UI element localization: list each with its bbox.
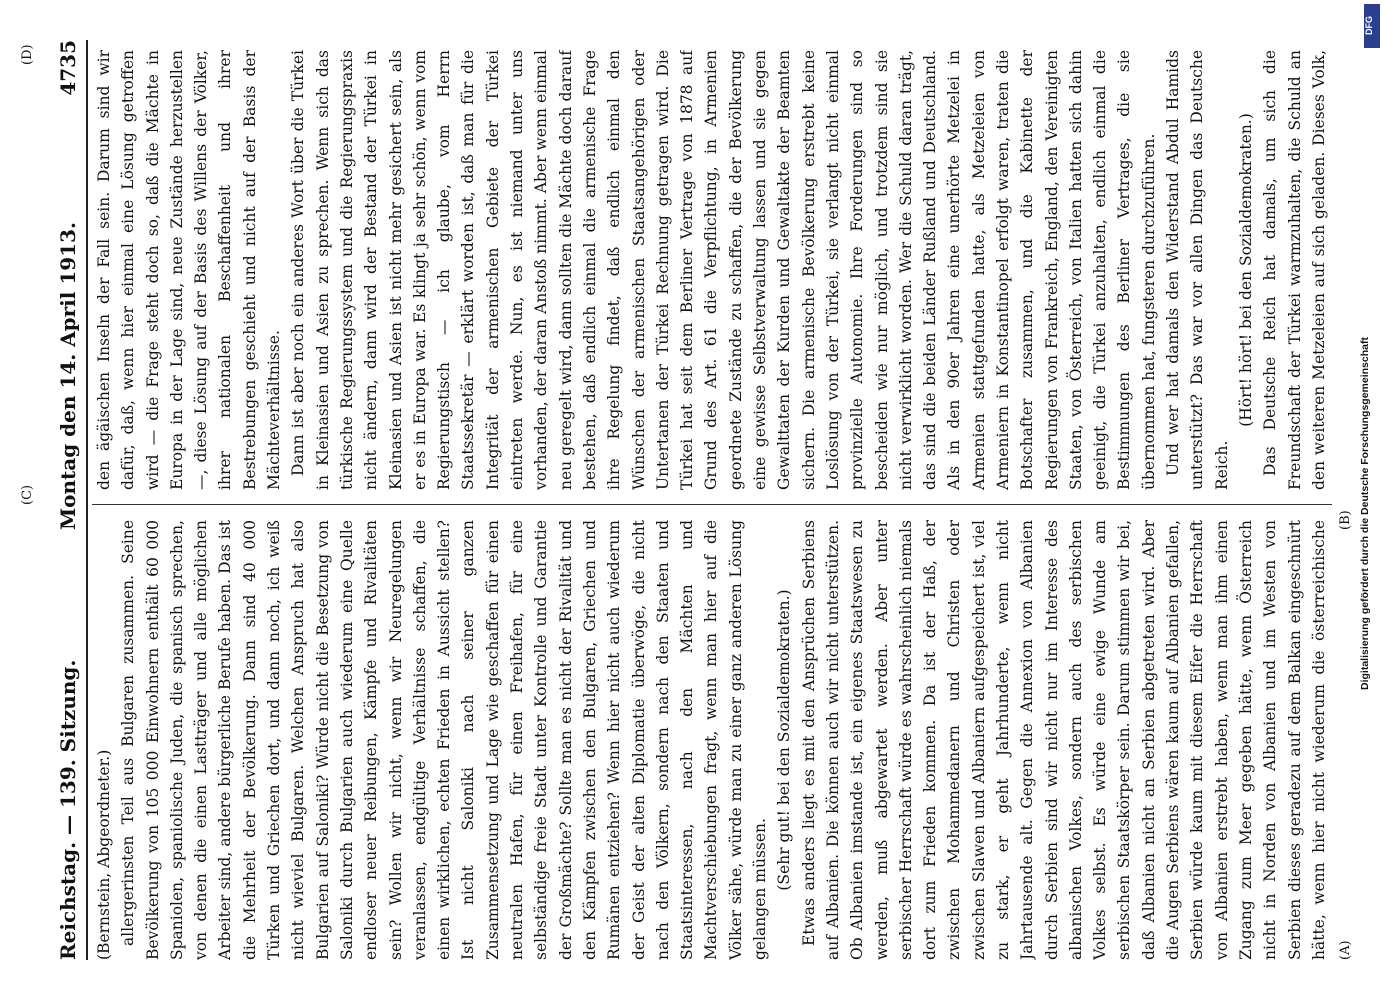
text-column-right xyxy=(92,50,1332,490)
dfg-logo: DFG xyxy=(1364,4,1380,48)
paragraph: Das Deutsche Reich hat damals, um sich die Freundschaft der Türkei warmzuhalten, die Schuld an den weiteren Metzeleien auf sich geladen. Dieses Volk, xyxy=(1261,50,1328,490)
interjection: (Hört! hört! bei den Sozialdemokraten.) xyxy=(1236,113,1255,427)
margin-mark-d: (D) xyxy=(20,44,35,65)
digitization-note: Digitalisierung gefördert durch die Deutsche Forschungsgemeinschaft xyxy=(1359,337,1371,690)
page-header xyxy=(50,40,86,960)
speaker-line: (Bernstein, Abgeordneter.) xyxy=(95,749,113,960)
rotated-newspaper-page xyxy=(20,40,1353,960)
header-session: Reichstag. — 139. Sitzung. xyxy=(56,659,80,960)
margin-mark-b: (B) xyxy=(1338,510,1353,530)
page-number: 4735 xyxy=(56,40,80,96)
interjection: (Sehr gut! bei den Sozialdemokraten.) xyxy=(775,589,794,891)
paragraph: Und wer hat damals den Widerstand Abdul Hamids unterstützt? Das war vor allen Dingen das Deutsche Reich. xyxy=(1164,50,1231,490)
margin-mark-c: (C) xyxy=(20,484,35,505)
header-rule xyxy=(86,40,88,960)
paragraph: allergerinsten Teil aus Bulgaren zusammen. Seine Bevölkerung von 105 000 Einwohnern enthält 60 000 Spaniolen, spaniolische Juden, die spanisch sprechen, von denen die einen Lastträger und alle möglichen Arbeiter sind, andere bürgerliche Berufe haben. Das ist die Mehrheit der Bevölkerung. Dann sind 40 000 Türken und Griechen dort, und dann noch, ich weiß nicht wieviel Bulgaren. Welchen Anspruch hat also Bulgarien auf Saloniki? Würde nicht die Besetzung von Saloniki durch Bulgarien auch wiederum eine Quelle endloser neuer Reibungen, Kämpfe und Rivalitäten sein? Wollen wir nicht, wenn wir Neuregelungen veranlassen, endgültige Verhältnisse schaffen, die einen wirklichen, echten Frieden in Aussicht stellen? Ist nicht Saloniki nach seiner ganzen Zusammensetzung und Lage wie geschaffen für einen neutralen Hafen, für einen Freihafen, für eine selbständige freie Stadt unter Kontrolle und Garantie der Großmächte? Sollte man es nicht der Rivalität und den Kämpfen zwischen den Bulgaren, Griechen und Rumänen entziehen? Wenn hier nicht auch wiederum der Geist der alten Diplomatie überwöge, die nicht nach den Völkern, sondern nach den Staaten und Staatsinteressen, nach den Mächten und Machtverschiebungen fragt, wenn man hier auf die Völker sähe, würde man zu einer ganz anderen Lösung gelangen müssen. xyxy=(119,520,770,960)
margin-mark-a: (A) xyxy=(1338,940,1353,960)
paragraph: den ägäischen Inseln der Fall sein. Darum sind wir dafür, daß, wenn hier einmal eine Lösung getroffen wird — die Frage steht doch so, daß die Mächte in Europa in der Lage sind, neue Zustände herzustellen —, diese Lösung auf der Basis des Willens der Völker, ihrer nationalen Beschaffenheit und ihrer Bestrebungen geschieht und nicht auf der Basis der Mächteverhältnisse. xyxy=(95,50,284,490)
text-column-left xyxy=(92,520,1332,960)
header-date: Montag den 14. April 1913. xyxy=(56,222,80,530)
paragraph: Dann ist aber noch ein anderes Wort über die Türkei in Kleinasien und Asien zu sprechen. Wenn sich das türkische Regierungssystem und die Regierungspraxis nicht ändern, dann wird der Bestand der Türkei in Kleinasien und Asien ist nicht mehr gesichert sein, als er es in Europa war. Es klingt ja sehr schön, wenn vom Regierungstisch — ich glaube, vom Herrn Staatssekretär — erklärt worden ist, daß man für die Integrität der armenischen Gebiete der Türkei eintreten werde. Nun, es ist niemand unter uns vorhanden, der daran Anstoß nimmt. Aber wenn einmal neu geregelt wird, dann sollten die Mächte doch darauf bestehen, daß endlich einmal die armenische Frage ihre Regelung findet, daß endlich einmal den Wünschen der armenischen Staatsangehörigen oder Untertanen der Türkei Rechnung getragen wird. Die Türkei hat seit dem Berliner Vertrage von 1878 auf Grund des Art. 61 die Verpflichtung, in Armenien geordnete Zustände zu schaffen, die der Bevölkerung eine gewisse Selbstverwaltung lassen und sie gegen Gewalttaten der Kurden und Gewaltakte der Beamten sichern. Die armenische Bevölkerung erstrebt keine Loslösung von der Türkei, sie verlangt nicht einmal provinzielle Autonomie. Ihre Forderungen sind so bescheiden wie nur möglich, und trotzdem sind sie nicht verwirklicht worden. Wer die Schuld daran trägt, das sind die beiden Länder Rußland und Deutschland. Als in den 90er Jahren eine unerhörte Metzelei in Armenien stattgefunden hatte, als Metzeleien von Armeniern in Konstantinopel erfolgt waren, traten die Botschafter zusammen, und die Kabinette der Regierungen von Frankreich, England, den Vereinigten Staaten, von Österreich, von Italien hatten sich dahin geeinigt, die Türkei anzuhalten, endlich einmal die Bestimmungen des Berliner Vertrages, die sie übernommen hat, fungsteren durchzuführen. xyxy=(289,50,1158,490)
paragraph: Etwas anders liegt es mit den Ansprüchen Serbiens auf Albanien. Die können auch wir nicht unterstützen. Ob Albanien imstande ist, ein eigenes Staatswesen zu werden, muß abgewartet werden. Aber unter serbischer Herrschaft würde es wahrscheinlich niemals dort zum Frieden kommen. Da ist der Haß, der zwischen Mohammedanern und Christen oder zwischen Slawen und Albaniern aufgespeichert ist, viel zu stark, er geht Jahrhunderte, wenn nicht Jahrtausende alt. Gegen die Annexion von Albanien durch Serbien sind wir nicht nur im Interesse des albanischen Volkes, sondern auch des serbischen Volkes selbst. Es würde eine ewige Wunde am serbischen Staatskörper sein. Darum stimmen wir bei, daß Albanien nicht an Serbien abgetreten wird. Aber die Augen Serbiens wären kaum auf Albanien gefallen, Serbien würde kaum mit diesem Eifer die Herrschaft von Albanien erstrebt haben, wenn man ihm einen Zugang zum Meer gegeben hätte, wenn Österreich nicht in Norden von Albanien und im Westen von Serbien dieses geradezu auf dem Balkan eingeschnürt hätte, wenn hier nicht wiederum die österreichische xyxy=(799,520,1328,960)
column-divider xyxy=(92,504,1332,505)
